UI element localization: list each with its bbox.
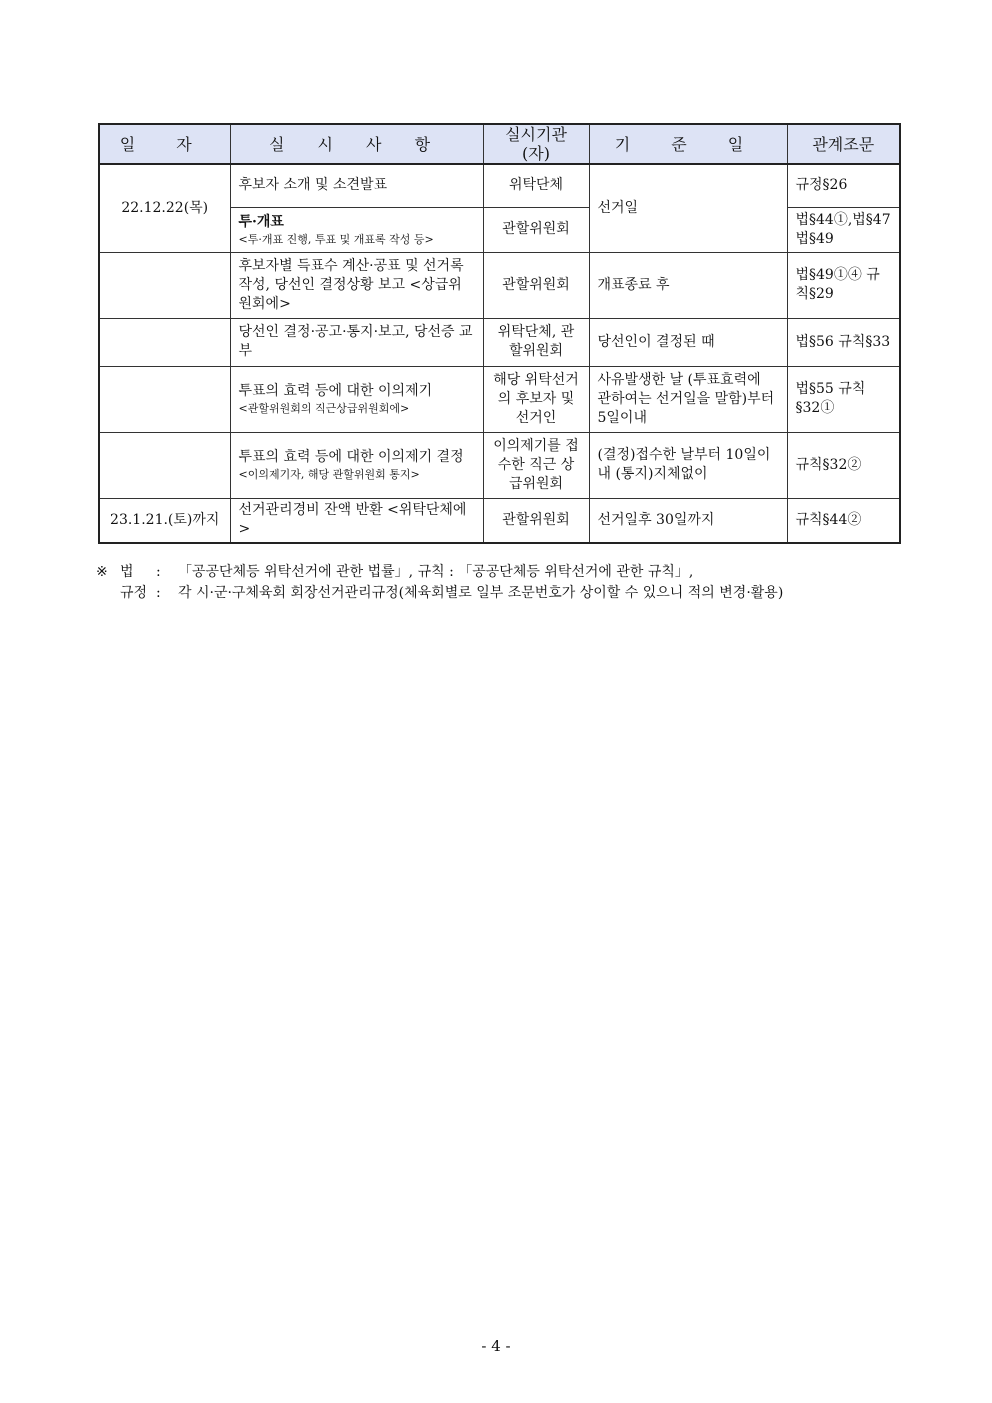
footnote-line-1 <box>96 562 916 583</box>
header-item: 실 시 사 항 <box>230 124 483 164</box>
header-date: 일 자 <box>99 124 230 164</box>
org-cell: 위탁단체 <box>483 164 589 207</box>
basis-cell: 선거일 <box>589 164 787 252</box>
header-org: 실시기관(자) <box>483 124 589 164</box>
table-row <box>99 366 900 432</box>
item-cell: 후보자별 득표수 계산·공표 및 선거록 작성, 당선인 결정상황 보고 <상급위원회에> <box>230 252 483 318</box>
basis-cell: (결정)접수한 날부터 10일이내 (통지)지체없이 <box>589 432 787 498</box>
date-cell: 23.1.21.(토)까지 <box>99 498 230 543</box>
table-row <box>99 432 900 498</box>
item-cell: 선거관리경비 잔액 반환 <위탁단체에> <box>230 498 483 543</box>
item-cell <box>230 432 483 498</box>
date-cell <box>99 252 230 318</box>
item-cell <box>230 207 483 252</box>
basis-cell: 당선인이 결정된 때 <box>589 318 787 366</box>
date-cell <box>99 366 230 432</box>
law-cell: 규칙§44② <box>787 498 900 543</box>
page-number: - 4 - <box>481 1337 511 1355</box>
item-sub: <투·개표 진행, 투표 및 개표록 작성 등> <box>238 232 434 246</box>
footnotes <box>96 562 916 604</box>
table-row <box>99 318 900 366</box>
law-cell: 규칙§32② <box>787 432 900 498</box>
basis-cell: 선거일후 30일까지 <box>589 498 787 543</box>
basis-cell: 개표종료 후 <box>589 252 787 318</box>
header-basis: 기 준 일 <box>589 124 787 164</box>
org-cell: 위탁단체, 관할위원회 <box>483 318 589 366</box>
law-cell: 법§55 규칙§32① <box>787 366 900 432</box>
footnote-text-law: 「공공단체등 위탁선거에 관한 법률」, 규칙 : 「공공단체등 위탁선거에 관한 규칙」, <box>178 564 694 580</box>
schedule-table <box>98 123 901 544</box>
org-cell: 관할위원회 <box>483 498 589 543</box>
item-cell <box>230 366 483 432</box>
item-cell: 당선인 결정·공고·통지·보고, 당선증 교부 <box>230 318 483 366</box>
table-header-row <box>99 124 900 164</box>
footnote-separator: : <box>156 585 161 601</box>
reference-mark: ※ <box>96 564 108 580</box>
law-cell: 법§56 규칙§33 <box>787 318 900 366</box>
item-sub: <관할위원회의 직근상급위원회에> <box>238 402 410 415</box>
item-sub: <이의제기자, 해당 관할위원회 통지> <box>238 468 420 481</box>
date-cell <box>99 432 230 498</box>
table-row <box>99 164 900 207</box>
footnote-text-rule: 각 시·군·구체육회 회장선거관리규정(체육회별로 일부 조문번호가 상이할 수 있으니 적의 변경·활용) <box>178 585 784 601</box>
basis-cell: 사유발생한 날 (투표효력에 관하여는 선거일을 말함)부터 5일이내 <box>589 366 787 432</box>
org-cell: 이의제기를 접수한 직근 상급위원회 <box>483 432 589 498</box>
law-cell: 법§44①,법§47 법§49 <box>787 207 900 252</box>
item-main: 투표의 효력 등에 대한 이의제기 <box>238 383 433 399</box>
item-main: 투·개표 <box>238 213 284 230</box>
item-cell: 후보자 소개 및 소견발표 <box>230 164 483 207</box>
date-cell: 22.12.22(목) <box>99 164 230 252</box>
org-cell: 관할위원회 <box>483 207 589 252</box>
header-law: 관계조문 <box>787 124 900 164</box>
item-main: 투표의 효력 등에 대한 이의제기 결정 <box>238 449 464 465</box>
footnote-label-rule: 규정 <box>120 585 148 601</box>
org-cell: 관할위원회 <box>483 252 589 318</box>
org-cell: 해당 위탁선거의 후보자 및 선거인 <box>483 366 589 432</box>
footnote-separator: : <box>156 564 161 580</box>
law-cell: 규정§26 <box>787 164 900 207</box>
law-cell: 법§49①④ 규칙§29 <box>787 252 900 318</box>
footnote-label-law: 법 <box>120 564 134 580</box>
date-cell <box>99 318 230 366</box>
footnote-line-2 <box>96 583 916 604</box>
table-row <box>99 252 900 318</box>
table-row <box>99 498 900 543</box>
